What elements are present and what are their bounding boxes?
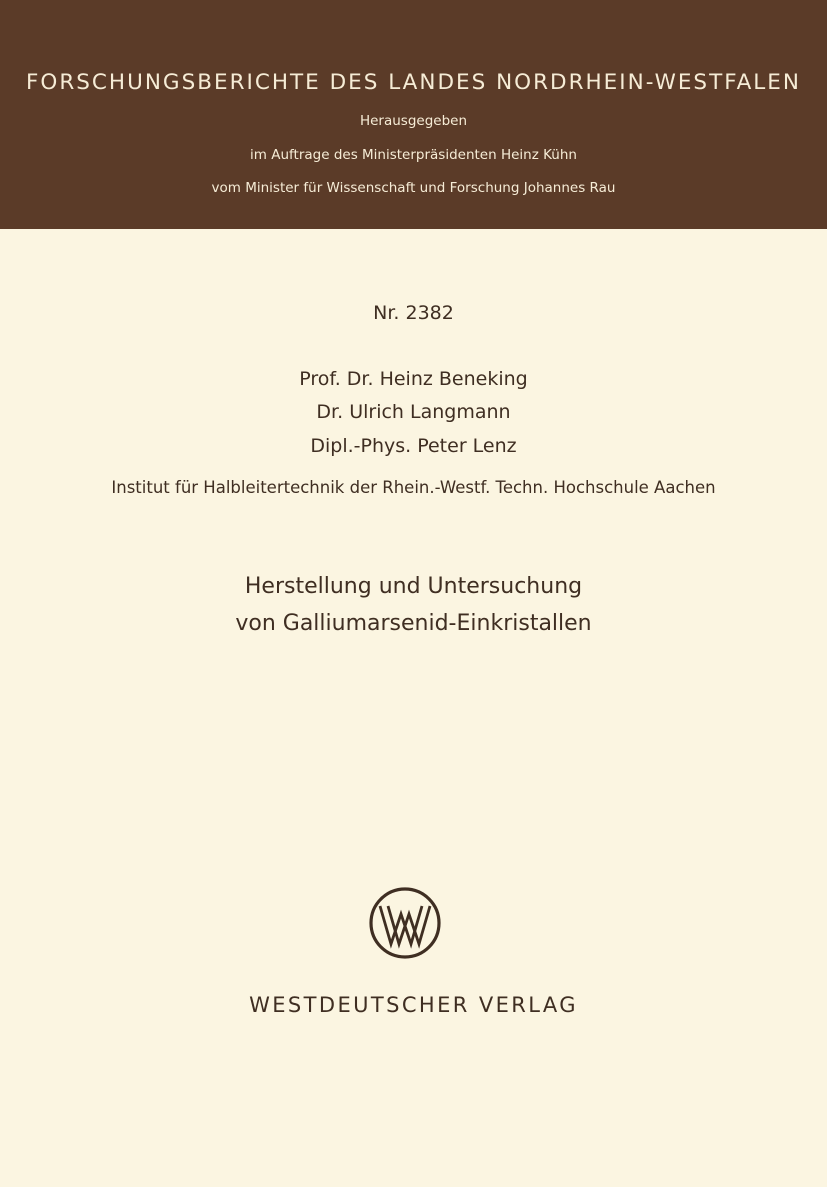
author-3: Dipl.-Phys. Peter Lenz <box>310 435 517 457</box>
header-commission: im Auftrage des Ministerpräsidenten Heinz Kühn <box>250 147 577 163</box>
westdeutscher-verlag-ww-logo-icon <box>368 886 442 960</box>
report-number: Nr. 2382 <box>373 302 454 324</box>
author-1: Prof. Dr. Heinz Beneking <box>299 368 528 390</box>
series-title: FORSCHUNGSBERICHTE DES LANDES NORDRHEIN-WESTFALEN <box>26 70 801 95</box>
report-title-line-2: von Galliumarsenid-Einkristallen <box>235 611 592 636</box>
author-2: Dr. Ulrich Langmann <box>316 401 511 423</box>
report-title-line-1: Herstellung und Untersuchung <box>244 574 583 599</box>
header-band <box>0 0 827 229</box>
publisher-name: WESTDEUTSCHER VERLAG <box>249 993 578 1017</box>
header-minister: vom Minister für Wissenschaft und Forschung Johannes Rau <box>211 180 616 196</box>
institute: Institut für Halbleitertechnik der Rhein.-Westf. Techn. Hochschule Aachen <box>111 478 716 497</box>
header-edited-by: Herausgegeben <box>359 113 468 129</box>
